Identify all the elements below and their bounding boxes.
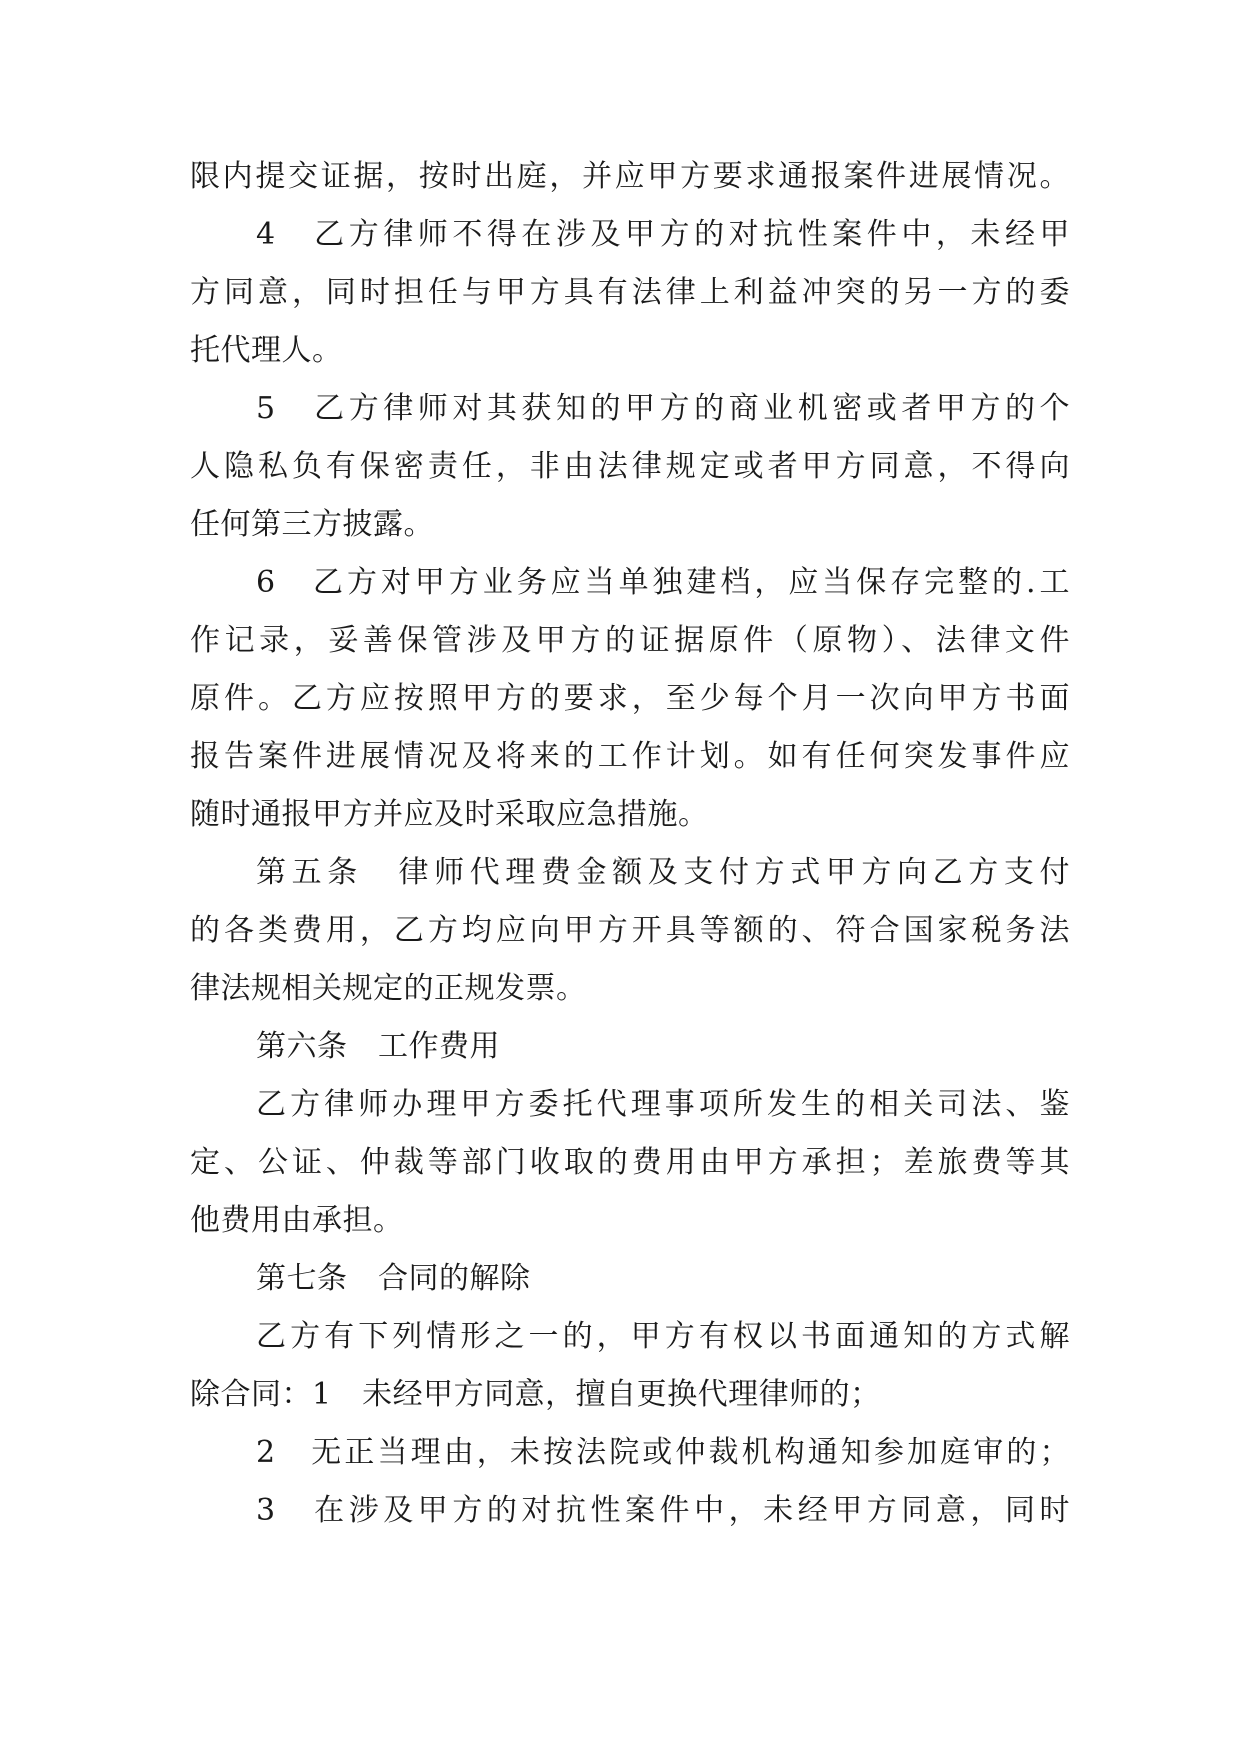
text-line: 第七条 合同的解除 [256,1261,531,1296]
text-line: 6 乙方对甲方业务应当单独建档，应当保存完整的.工 [256,565,1070,600]
text-line: 他费用由承担。 [190,1203,404,1238]
text-line: 随时通报甲方并应及时采取应急措施。 [190,797,709,832]
text-line: 第五条 律师代理费金额及支付方式甲方向乙方支付 [256,855,1070,890]
text-line: 除合同：1 未经甲方同意，擅自更换代理律师的； [190,1377,881,1412]
text-line: 托代理人。 [190,333,343,368]
text-line: 乙方律师办理甲方委托代理事项所发生的相关司法、鉴 [256,1087,1070,1122]
text-line: 乙方有下列情形之一的，甲方有权以书面通知的方式解 [256,1319,1070,1354]
text-line: 3 在涉及甲方的对抗性案件中，未经甲方同意，同时 [256,1493,1070,1528]
text-line: 5 乙方律师对其获知的甲方的商业机密或者甲方的个 [256,391,1070,426]
text-line: 作记录，妥善保管涉及甲方的证据原件（原物）、法律文件 [190,623,1070,658]
text-line: 律法规相关规定的正规发票。 [190,971,587,1006]
text-line: 限内提交证据，按时出庭，并应甲方要求通报案件进展情况。 [190,159,1070,194]
text-line: 方同意，同时担任与甲方具有法律上利益冲突的另一方的委 [190,275,1070,310]
text-line: 定、公证、仲裁等部门收取的费用由甲方承担；差旅费等其 [190,1145,1070,1180]
text-line: 的各类费用，乙方均应向甲方开具等额的、符合国家税务法 [190,913,1070,948]
text-line: 原件。乙方应按照甲方的要求，至少每个月一次向甲方书面 [190,681,1070,716]
text-line: 人隐私负有保密责任，非由法律规定或者甲方同意，不得向 [190,449,1070,484]
text-line: 任何第三方披露。 [190,507,434,542]
text-line: 2 无正当理由，未按法院或仲裁机构通知参加庭审的； [256,1435,1070,1470]
text-line: 第六条 工作费用 [256,1029,500,1064]
text-line: 4 乙方律师不得在涉及甲方的对抗性案件中，未经甲 [256,217,1070,252]
text-line: 报告案件进展情况及将来的工作计划。如有任何突发事件应 [190,739,1070,774]
document-body [190,148,1070,1540]
